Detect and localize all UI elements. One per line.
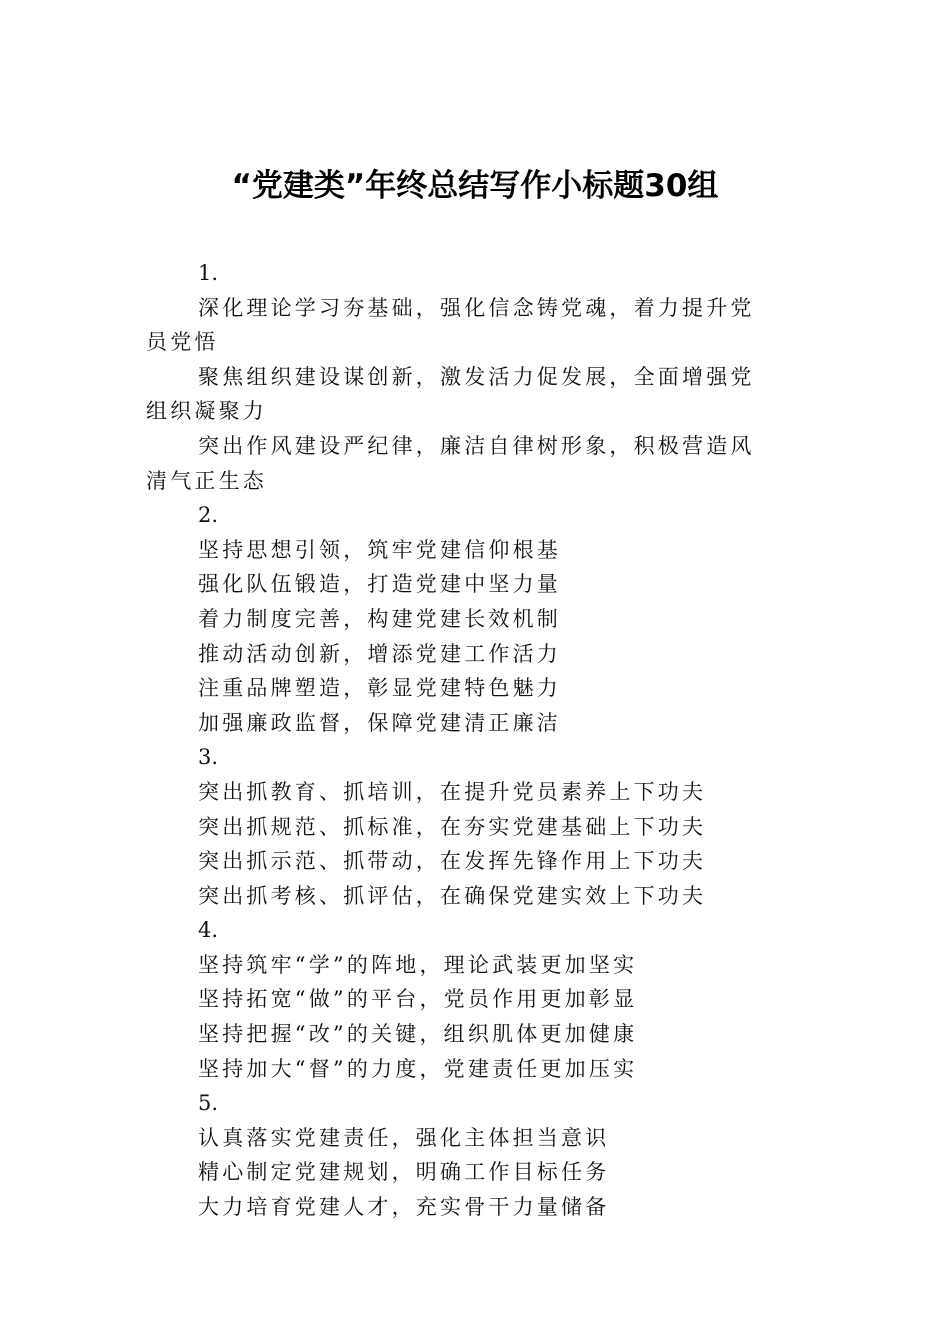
paragraph-line: 坚持拓宽“做”的平台，党员作用更加彰显 (198, 987, 638, 1012)
section-number: 2. (198, 503, 219, 528)
section-number: 5. (198, 1091, 219, 1116)
paragraph-line: 推动活动创新，增添党建工作活力 (198, 641, 561, 666)
paragraph-line: 突出抓示范、抓带动，在发挥先锋作用上下功夫 (198, 849, 707, 874)
paragraph-line: 突出抓考核、抓评估，在确保党建实效上下功夫 (198, 883, 707, 908)
paragraph-line: 突出作风建设严纪律，廉洁自律树形象，积极营造风 (198, 433, 755, 458)
section-number: 1. (198, 261, 219, 285)
paragraph-line: 深化理论学习夯基础，强化信念铸党魂，着力提升党 (198, 295, 755, 320)
section-number: 3. (198, 745, 219, 770)
paragraph-line: 认真落实党建责任，强化主体担当意识 (198, 1125, 610, 1150)
paragraph-line: 员党悟 (146, 330, 219, 355)
paragraph-line: 加强廉政监督，保障党建清正廉洁 (198, 710, 561, 735)
document-title: “党建类”年终总结写作小标题30组 (231, 168, 719, 204)
paragraph-line: 坚持筑牢“学”的阵地，理论武装更加坚实 (198, 952, 638, 977)
paragraph-line: 清气正生态 (146, 468, 267, 493)
paragraph-line: 组织凝聚力 (146, 399, 267, 424)
paragraph-line: 强化队伍锻造，打造党建中坚力量 (198, 572, 561, 597)
paragraph-line: 精心制定党建规划，明确工作目标任务 (198, 1160, 610, 1185)
section-number: 4. (198, 918, 219, 943)
paragraph-line: 坚持加大“督”的力度，党建责任更加压实 (198, 1056, 638, 1081)
paragraph-line: 大力培育党建人才，充实骨干力量储备 (198, 1195, 610, 1220)
paragraph-line: 突出抓教育、抓培训，在提升党员素养上下功夫 (198, 779, 707, 804)
paragraph-line: 突出抓规范、抓标准，在夯实党建基础上下功夫 (198, 814, 707, 839)
paragraph-line: 坚持把握“改”的关键，组织肌体更加健康 (198, 1022, 638, 1047)
paragraph-line: 聚焦组织建设谋创新，激发活力促发展，全面增强党 (198, 364, 755, 389)
paragraph-line: 坚持思想引领，筑牢党建信仰根基 (198, 537, 561, 562)
document-body (146, 256, 806, 1225)
paragraph-line: 注重品牌塑造，彰显党建特色魅力 (198, 676, 561, 701)
paragraph-line: 着力制度完善，构建党建长效机制 (198, 606, 561, 631)
